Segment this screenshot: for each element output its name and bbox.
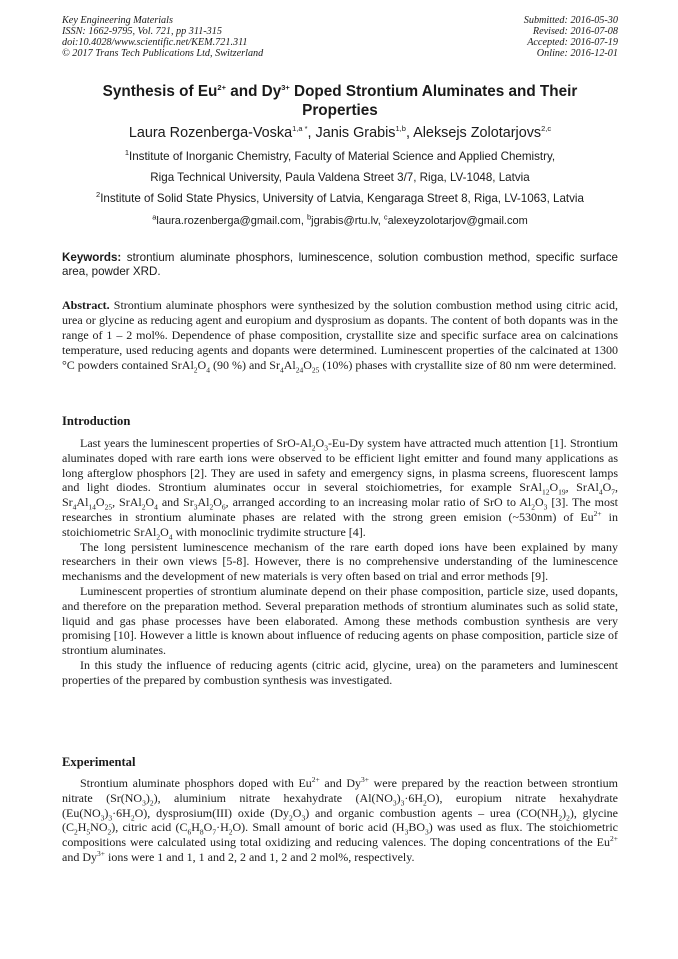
- doi: doi:10.4028/www.scientific.net/KEM.721.311: [62, 37, 248, 48]
- intro-paragraph-3: Luminescent properties of strontium aluminate depend on their phase composition, particle size, used dopants, and therefore on the preparation method. Several preparation methods of strontium aluminates such as solid state, liquid and gas phase processes have been elaborated. Among these methods combustion synthesis are very promising [10]. However a little is known about influence of reducing agents on phase composition, particle size of strontium aluminates.: [62, 583, 618, 658]
- affiliation-1: $^1$Institute of Inorganic Chemistry, Faculty of Material Science and Applied Chemistry,: [124, 148, 556, 163]
- online-date: Online: 2016-12-01: [536, 48, 618, 59]
- journal-info: [62, 15, 263, 59]
- intro-paragraph-2: The long persistent luminescence mechanism of the rare earth doped ions have been explained by many researchers in their own views [5-8]. However, there is no comprehensive understanding of the luminescence mechanisms and the development of new materials is very often based on trial and error methods [9].: [62, 539, 618, 584]
- issn: ISSN: 1662-9795, Vol. 721, pp 311-315: [62, 26, 222, 37]
- intro-paragraph-4: In this study the influence of reducing agents (citric acid, glycine, urea) on the parameters and luminescent properties of the prepared by combustion synthesis was investigated.: [62, 657, 618, 687]
- abstract: Abstract. Strontium aluminate phosphors were synthesized by the solution combustion method using citric acid, urea or glycine as reducing agent and europium and dysprosium as dopants. The content of both dopants was in the range of 1 – 2 mol%. Dependence of phase composition, crystallite size and specific surface area on calcinations temperature, used reducing agents and dopants were determined. Luminescent properties of the calcinated at 1300 °C powders contained $SrAl_2O_4$ (90 %) and $Sr_4Al_{24}O_{25}$ (10%) phases with crystallite size of 80 nm were determined.: [62, 298, 618, 375]
- experimental-paragraph-1: Strontium aluminate phosphors doped with $Eu^{2+}$ and $Dy^{3+}$ were prepared by the reaction between strontium nitrate $(Sr(NO_3)_2)$, aluminium nitrate hexahydrate $(Al(NO_3)_3\cdot 6H_2O)$, europium nitrate hexahydrate $(Eu(NO_3)_3\cdot 6H_2O)$, dysprosium(III) oxide $(Dy_2O_3)$ and organic combustion agents – urea $(CO(NH_2)_2)$, glycine $(C_2H_5NO_2)$, citric acid $(C_6H_8O_7\cdot H_2O)$. Small amount of boric acid $(H_3BO_3)$ was used as flux. The stoichiometric compositions were calculated using total oxidizing and reducing valences. The doping concentrations of the $Eu^{2+}$ and $Dy^{3+}$ ions were 1 and 1, 1 and 2, 2 and 1, 2 and 2 mol%, respectively.: [62, 775, 618, 864]
- affiliation-1-address: Riga Technical University, Paula Valdena Street 3/7, Riga, LV-1048, Latvia: [150, 171, 530, 184]
- paper-title: Synthesis of $Eu^{2+}$ and $Dy^{3+}$ Doped Strontium Aluminates and Their Properties: [102, 82, 578, 119]
- journal-name: Key Engineering Materials: [62, 15, 173, 26]
- introduction-body: [62, 436, 618, 688]
- publication-dates: [524, 15, 618, 59]
- keywords-label: Keywords:: [62, 251, 122, 264]
- submitted-date: Submitted: 2016-05-30: [523, 15, 618, 26]
- experimental-body: [62, 776, 618, 865]
- affiliation-2: $^2$Institute of Solid State Physics, University of Latvia, Kengaraga Street 8, Riga, LV-1063, Latvia: [96, 190, 584, 205]
- revised-date: Revised: 2016-07-08: [532, 26, 618, 37]
- author-list: Laura Rozenberga-Voska$^{1,a *}$, Janis Grabis$^{1,b}$, Aleksejs Zolotarjovs$^{2,c}$: [128, 124, 552, 141]
- author-3: , Aleksejs Zolotarjovs: [405, 125, 542, 141]
- author-emails: $^a$laura.rozenberga@gmail.com, $^b$jgrabis@rtu.lv, $^c$alexeyzolotarjov@gmail.com: [152, 212, 528, 227]
- experimental-heading: Experimental: [62, 755, 136, 769]
- abstract-label: Abstract.: [62, 298, 110, 312]
- introduction-heading: Introduction: [62, 414, 131, 428]
- accepted-date: Accepted: 2016-07-19: [527, 37, 618, 48]
- intro-paragraph-1: Last years the luminescent properties of SrO-$Al_2O_3-Eu-Dy$ system have attracted much attention [1]. Strontium aluminates doped with rare earth ions were observed to be efficient light emitter and found many applications as long afterglow phosphors [2]. They are used in safety and emergency signs, in plasma screens, fluorescent lamps and light diodes. Strontium aluminates occur in several stoichiometries, for example $SrAl_{12}O_{19}$, $SrAl_4O_7$, $Sr_4Al_{14}O_{25}$, $SrAl_2O_4$ and $Sr_3Al_2O_6$, arranged according to an increasing molar ratio of SrO to $Al_2O_3$ [3]. The most researches in strontium aluminate phases are related with the strong green emision (~530nm) of $Eu^{2+}$ in stoichiometric $SrAl_2O_4$ with monoclinic trydimite structure [4].: [62, 436, 618, 542]
- copyright: © 2017 Trans Tech Publications Ltd, Switzerland: [62, 48, 264, 59]
- author-1: Laura Rozenberga-Voska: [128, 125, 293, 141]
- keywords: Keywords: strontium aluminate phosphors, luminescence, solution combustion method, specific surface area, powder XRD.: [62, 251, 618, 278]
- author-2: , Janis Grabis: [307, 125, 396, 141]
- page-header: [62, 15, 618, 59]
